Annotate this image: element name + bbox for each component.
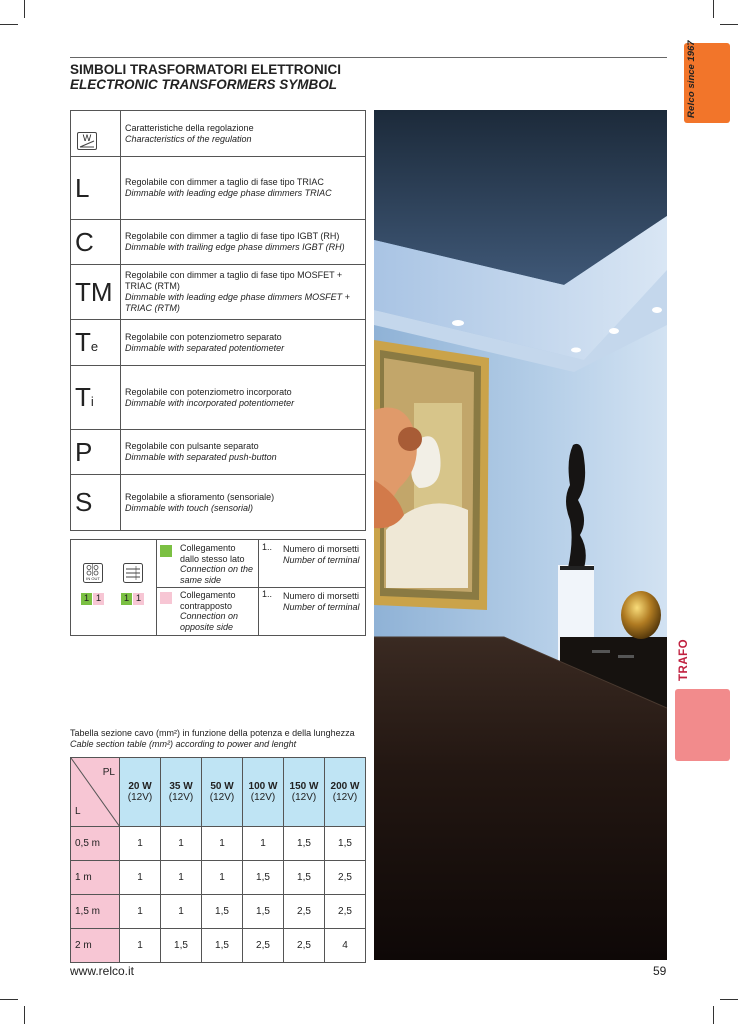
value-cell: 2,5	[243, 929, 284, 963]
value-cell: 1,5	[202, 895, 243, 929]
value-cell: 1	[202, 861, 243, 895]
symbol-description: Regolabile con potenziometro incorporato Dimmable with incorporated potentiometer	[121, 366, 366, 430]
symbol-cell: Ti	[71, 366, 121, 430]
terminal-text: Numero di morsetti Number of terminal	[283, 544, 360, 565]
symbols-table	[70, 110, 366, 531]
symbol-cell: Te	[71, 320, 121, 366]
regulation-icon: W	[77, 132, 97, 150]
value-cell: 1,5	[325, 827, 366, 861]
green-number: 1	[81, 593, 92, 605]
table-row	[71, 861, 366, 895]
footer-url[interactable]: www.relco.it	[70, 964, 135, 978]
connection-legend	[70, 539, 366, 636]
crop-mark	[24, 1006, 25, 1024]
title-italian: SIMBOLI TRASFORMATORI ELETTRONICI	[70, 62, 341, 77]
same-side-swatch	[160, 545, 172, 557]
value-cell: 1,5	[161, 929, 202, 963]
power-header: 100 W (12V)	[243, 758, 284, 827]
length-cell: 2 m	[71, 929, 120, 963]
crop-mark	[0, 24, 18, 25]
power-header: 50 W (12V)	[202, 758, 243, 827]
table-row	[71, 895, 366, 929]
cable-table-caption: Tabella sezione cavo (mm²) in funzione della potenza e della lunghezza Cable section table (mm²) according to power and lenght	[70, 728, 355, 749]
symbol-cell: TM	[71, 265, 121, 320]
symbol-description: Regolabile con dimmer a taglio di fase tipo IGBT (RH) Dimmable with trailing edge phase dimmers IGBT (RH)	[121, 220, 366, 265]
value-cell: 2,5	[284, 895, 325, 929]
same-side-text: Collegamento dallo stesso lato Connection on the same side	[180, 543, 254, 585]
terminal-prefix: 1..	[262, 542, 273, 552]
value-cell: 1	[120, 827, 161, 861]
length-cell: 1,5 m	[71, 895, 120, 929]
value-cell: 1,5	[243, 895, 284, 929]
opposite-swatch	[160, 592, 172, 604]
pink-number: 1	[133, 593, 144, 605]
symbol-row	[71, 366, 366, 430]
symbol-description: Regolabile con potenziometro separato Dimmable with separated potentiometer	[121, 320, 366, 366]
symbol-row	[71, 157, 366, 220]
value-cell: 1,5	[284, 827, 325, 861]
opposite-text: Collegamento contrapposto Connection on opposite side	[180, 590, 239, 632]
header-rule	[70, 57, 667, 58]
power-header: 20 W (12V)	[120, 758, 161, 827]
symbol-row	[71, 320, 366, 366]
page-number: 59	[653, 964, 667, 978]
crop-mark	[0, 999, 18, 1000]
value-cell: 1,5	[284, 861, 325, 895]
symbol-row	[71, 430, 366, 475]
value-cell: 1	[202, 827, 243, 861]
crop-mark	[720, 999, 738, 1000]
value-cell: 1	[161, 827, 202, 861]
crop-mark	[24, 0, 25, 18]
brand-logo: Relco since 1967	[686, 40, 697, 118]
symbol-row	[71, 265, 366, 320]
page-title	[70, 62, 341, 92]
corner-cell: PL L	[71, 758, 120, 827]
value-cell: 1	[120, 861, 161, 895]
value-cell: 1	[161, 861, 202, 895]
symbol-row	[71, 220, 366, 265]
symbol-cell: S	[71, 475, 121, 531]
title-english: ELECTRONIC TRANSFORMERS SYMBOL	[70, 77, 338, 92]
value-cell: 2,5	[284, 929, 325, 963]
terminal-strip-icon	[123, 563, 143, 583]
symbol-cell: P	[71, 430, 121, 475]
pink-number: 1	[93, 593, 104, 605]
symbol-cell: C	[71, 220, 121, 265]
value-cell: 1	[243, 827, 284, 861]
interior-photo	[374, 110, 667, 960]
value-cell: 1,5	[202, 929, 243, 963]
section-label: TRAFO	[678, 638, 690, 681]
symbol-row	[71, 111, 366, 157]
green-number: 1	[121, 593, 132, 605]
table-row	[71, 929, 366, 963]
symbol-description: Caratteristiche della regolazione Characteristics of the regulation	[121, 111, 366, 157]
length-cell: 0,5 m	[71, 827, 120, 861]
crop-mark	[713, 1006, 714, 1024]
terminal-prefix: 1..	[262, 589, 273, 599]
value-cell: 2,5	[325, 861, 366, 895]
symbol-description: Regolabile a sfioramento (sensoriale) Dimmable with touch (sensorial)	[121, 475, 366, 531]
value-cell: 1,5	[243, 861, 284, 895]
symbol-cell	[71, 111, 121, 157]
value-cell: 1	[161, 895, 202, 929]
power-header: 150 W (12V)	[284, 758, 325, 827]
table-row	[71, 827, 366, 861]
value-cell: 1	[120, 895, 161, 929]
crop-mark	[713, 0, 714, 18]
power-header: 35 W (12V)	[161, 758, 202, 827]
section-tab	[675, 689, 730, 761]
symbol-row	[71, 475, 366, 531]
symbol-description: Regolabile con dimmer a taglio di fase tipo MOSFET + TRIAC (RTM) Dimmable with leading edge phase dimmers MOSFET + TRIAC (RTM)	[121, 265, 366, 320]
crop-mark	[720, 24, 738, 25]
table-header-row	[71, 758, 366, 827]
power-header: 200 W (12V)	[325, 758, 366, 827]
symbol-description: Regolabile con dimmer a taglio di fase tipo TRIAC Dimmable with leading edge phase dimmers TRIAC	[121, 157, 366, 220]
symbol-cell: L	[71, 157, 121, 220]
value-cell: 4	[325, 929, 366, 963]
length-cell: 1 m	[71, 861, 120, 895]
value-cell: 2,5	[325, 895, 366, 929]
value-cell: 1	[120, 929, 161, 963]
cable-section-table	[70, 757, 366, 963]
symbol-description: Regolabile con pulsante separato Dimmable with separated push-button	[121, 430, 366, 475]
terminal-text: Numero di morsetti Number of terminal	[283, 591, 360, 612]
in-out-label: IN OUT	[86, 576, 100, 581]
